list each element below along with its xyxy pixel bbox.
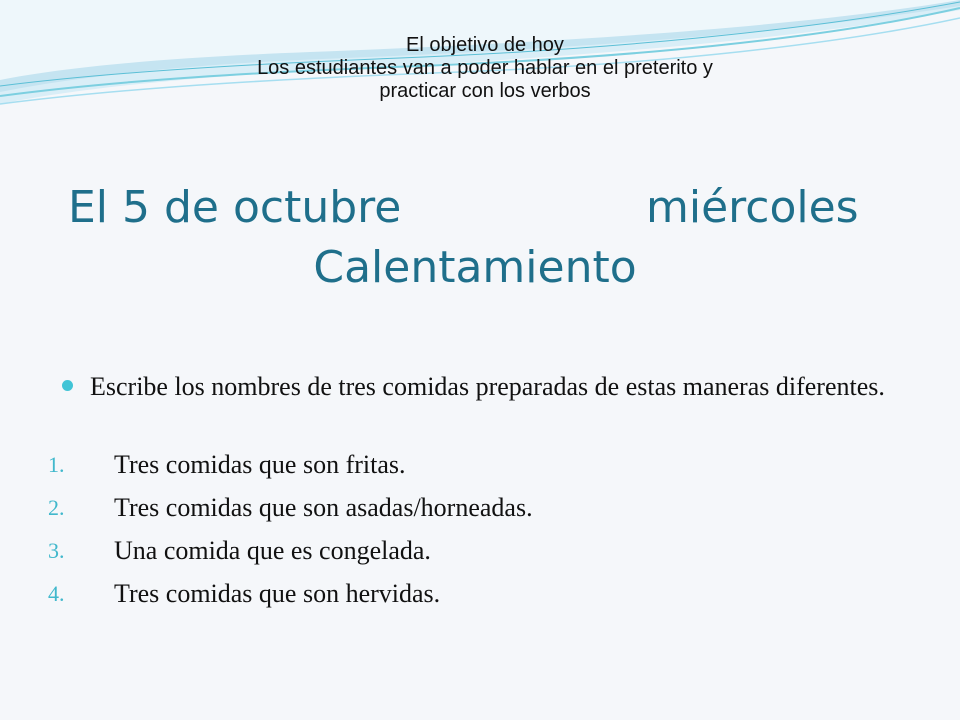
- numbered-list: [48, 443, 900, 615]
- title-date: El 5 de octubre: [68, 182, 402, 233]
- list-text: Tres comidas que son fritas.: [114, 450, 406, 479]
- bullet-dot-icon: [62, 380, 73, 391]
- list-number: 2.: [48, 495, 65, 520]
- list-item: [48, 486, 900, 529]
- slide-title: [0, 178, 960, 298]
- objective-block: [120, 34, 850, 103]
- list-text: Tres comidas que son hervidas.: [114, 579, 441, 608]
- bullet-item: [60, 370, 900, 403]
- objective-line: practicar con los verbos: [379, 80, 591, 102]
- list-item: [48, 529, 900, 572]
- slide-body: [48, 370, 900, 615]
- list-text: Tres comidas que son asadas/horneadas.: [114, 493, 533, 522]
- list-item: [48, 572, 900, 615]
- list-text: Una comida que es congelada.: [114, 536, 431, 565]
- objective-heading: El objetivo de hoy: [406, 34, 564, 56]
- objective-line: Los estudiantes van a poder hablar en el preterito y: [257, 57, 713, 79]
- title-subtitle: Calentamiento: [313, 242, 637, 293]
- list-item: [48, 443, 900, 486]
- title-day: miércoles: [646, 182, 859, 233]
- list-number: 4.: [48, 581, 65, 606]
- list-number: 1.: [48, 452, 65, 477]
- list-number: 3.: [48, 538, 65, 563]
- bullet-text: Escribe los nombres de tres comidas preparadas de estas maneras diferentes.: [90, 372, 885, 401]
